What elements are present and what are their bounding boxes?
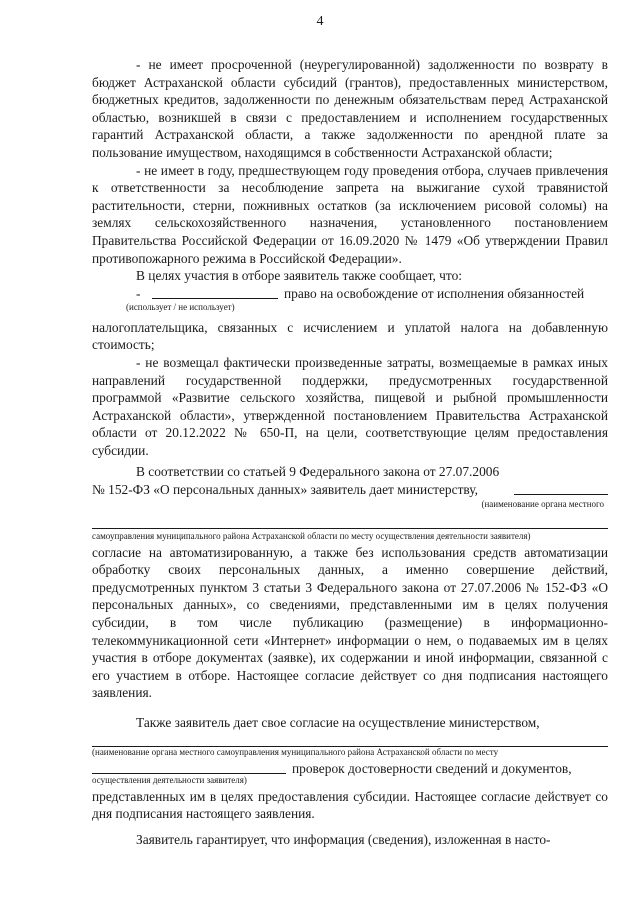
ministry-name-line bbox=[92, 524, 608, 529]
ministry-caption-2: самоуправления муниципального района Астраханской области по месту осуществления деятельности заявителя) bbox=[92, 530, 531, 541]
paragraph-declares: В целях участия в отборе заявитель также сообщает, что: bbox=[136, 268, 463, 284]
verification-body-line bbox=[92, 736, 608, 747]
vat-exemption-line bbox=[92, 285, 608, 304]
personal-data-block bbox=[92, 463, 608, 498]
page-number: 4 bbox=[316, 14, 324, 29]
paragraph-no-burning: - не имеет в году, предшествующем году проведения отбора, случаев привлечения к ответственности за несоблюдение запрета на выжигание сухой травянистой растительности, стерни, пожнивных остатков (за исключением рисовой соломы) на землях сельскохозяйственного назначения, установленного постановлением Правительства Российской Федерации от 16.09.2020 № 1479 «Об утверждении Правил противопожарного режима в Российской Федерации». bbox=[92, 162, 608, 266]
vat-exemption-text: право на освобождение от исполнения обязанностей bbox=[284, 285, 585, 301]
paragraph-guarantee: Заявитель гарантирует, что информация (сведения), изложенная в насто- bbox=[136, 831, 551, 847]
paragraph-submitted: представленных им в целях предоставления субсидии. Настоящее согласие действует со дня подписания настоящего заявления. bbox=[92, 788, 608, 822]
vat-exemption-blank bbox=[152, 286, 278, 299]
paragraph-personal-data: В соответствии со статьей 9 Федерального закона от 27.07.2006 № 152-ФЗ «О персональных данных» заявитель дает министерству, bbox=[92, 464, 500, 498]
paragraph-no-reimbursement: - не возмещал фактически произведенные затраты, возмещаемые в рамках иных направлений государственной поддержки, предусмотренных государственной программой «Развитие сельского хозяйства, пищевой и рыбной промышленности Астраханской области», утвержденной постановлением Правительства Астраханской области от 20.12.2022 № 650-П, на цели, соответствующие целям предоставления субсидии. bbox=[92, 354, 608, 458]
verification-blank bbox=[92, 761, 286, 774]
verification-caption-1: (наименование органа местного самоуправления муниципального района Астраханской области по месту bbox=[92, 746, 499, 757]
dash-marker: - bbox=[136, 285, 141, 301]
document-body bbox=[92, 56, 608, 848]
ministry-name-blank bbox=[514, 482, 608, 495]
paragraph-no-debt: - не имеет просроченной (неурегулированной) задолженности по возврату в бюджет Астраханской области субсидий (грантов), предоставленных министерством, бюджетных кредитов, задолженности по денежным обязательствам перед Астраханской областью, возникшей в связи с предоставлением и исполнением государственных гарантий Астраханской области, а также задолженности по арендной плате за пользование имуществом, находящимся в собственности Астраханской области; bbox=[92, 57, 608, 160]
paragraph-consent: согласие на автоматизированную, а также без использования средств автоматизации обработку своих персональных данных, а именно совершение действий, предусмотренных пунктом 3 статьи 3 Федерального закона от 27.07.2006 № 152-ФЗ «О персональных данных», со сведениями, представленными им в целях получения субсидии, в том числе публикацию (размещение) в информационно-телекоммуникационной сети «Интернет» информации о нем, о подаваемых им в целях участия в отборе документах (заявке), их содержании и иной информации, связанной с его участием в отборе. Настоящее согласие действует со дня подписания настоящего заявления. bbox=[92, 544, 608, 701]
verification-caption-2: осуществления деятельности заявителя) bbox=[92, 774, 247, 785]
paragraph-verification-consent: Также заявитель дает свое согласие на осуществление министерством, bbox=[136, 715, 540, 730]
verification-text: проверок достоверности сведений и документов, bbox=[292, 760, 572, 776]
verification-line bbox=[92, 760, 608, 779]
ministry-caption-1: (наименование органа местного bbox=[481, 498, 604, 509]
paragraph-vat: налогоплательщика, связанных с исчислением и уплатой налога на добавленную стоимость; bbox=[92, 319, 608, 353]
vat-exemption-caption: (использует / не использует) bbox=[126, 301, 235, 312]
